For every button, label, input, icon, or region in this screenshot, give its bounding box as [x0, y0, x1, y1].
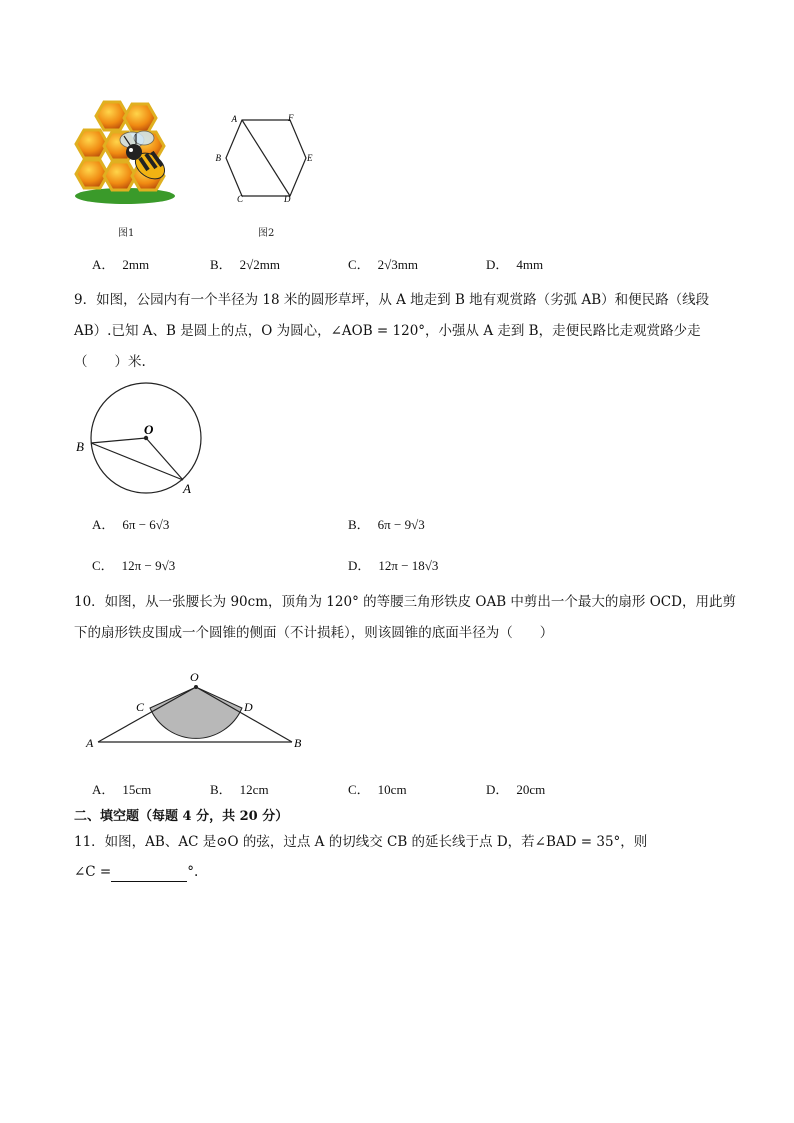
q10-line-2: 下的扇形铁皮围成一个圆锥的侧面（不计损耗），则该圆锥的底面半径为（ ）: [74, 625, 554, 641]
q9-label-o: O: [144, 422, 154, 437]
hexagon-label-c: C: [237, 194, 244, 204]
q8-option-d: D． 4mm: [486, 257, 544, 272]
q11-line-1: 11．如图，AB、AC 是⊙O 的弦，过点 A 的切线交 CB 的延长线于点 D，若∠BAD = 35°，则: [74, 834, 648, 850]
q10-option-c: C． 10cm: [348, 782, 407, 797]
q10-triangle-figure: [80, 668, 310, 754]
q9-option-d: D． 12π − 18√3: [348, 558, 439, 573]
q10-option-a: A． 15cm: [92, 782, 152, 797]
q10-label-b: B: [294, 736, 302, 750]
q9-option-a: A． 6π − 6√3: [92, 517, 170, 532]
fig2-caption: 图2: [258, 228, 275, 239]
hexagon-label-a: A: [231, 114, 237, 124]
q9-line-3: （ ）米.: [74, 354, 146, 370]
q10-label-c: C: [136, 700, 145, 714]
honeycomb-bee-image: [74, 100, 176, 204]
q10-label-d: D: [244, 700, 253, 714]
q8-option-c: C． 2√3mm: [348, 257, 419, 272]
q11-angle-c: ∠C =: [74, 864, 112, 880]
q11-line-2: [74, 862, 198, 882]
hexagon-label-d: D: [284, 194, 291, 204]
q8-option-b: B． 2√2mm: [210, 257, 281, 272]
q9-circle-figure: [70, 380, 210, 502]
hexagon-label-f: F: [288, 113, 294, 123]
q10-option-b: B． 12cm: [210, 782, 269, 797]
fig1-caption: 图1: [118, 228, 135, 239]
hexagon-label-b: B: [215, 153, 221, 163]
q11-degree-suffix: °.: [187, 864, 199, 880]
q9-line-2: AB）.已知 A、B 是圆上的点，O 为圆心，∠AOB = 120°，小强从 A 走到 B，走便民路比走观赏路少走: [74, 323, 701, 339]
q9-label-a: A: [183, 481, 191, 496]
q10-label-a: A: [86, 736, 94, 750]
q9-label-b: B: [76, 439, 84, 454]
q9-line-1: 9．如图，公园内有一个半径为 18 米的圆形草坪，从 A 地走到 B 地有观赏路（劣弧 AB）和便民路（线段: [74, 292, 710, 308]
hexagon-label-e: E: [307, 153, 313, 163]
q10-line-1: 10．如图，从一张腰长为 90cm，顶角为 120° 的等腰三角形铁皮 OAB 中剪出一个最大的扇形 OCD，用此剪: [74, 594, 736, 610]
section-2-title: 二、填空题（每题 4 分，共 20 分）: [74, 809, 289, 824]
q10-label-o: O: [190, 670, 199, 684]
hexagon-figure: [210, 110, 320, 208]
q9-option-c: C． 12π − 9√3: [92, 558, 176, 573]
q10-option-d: D． 20cm: [486, 782, 546, 797]
q11-answer-blank[interactable]: [111, 867, 187, 882]
q8-option-a: A． 2mm: [92, 257, 150, 272]
honeycomb-figure: [74, 100, 176, 204]
q9-option-b: B． 6π − 9√3: [348, 517, 425, 532]
